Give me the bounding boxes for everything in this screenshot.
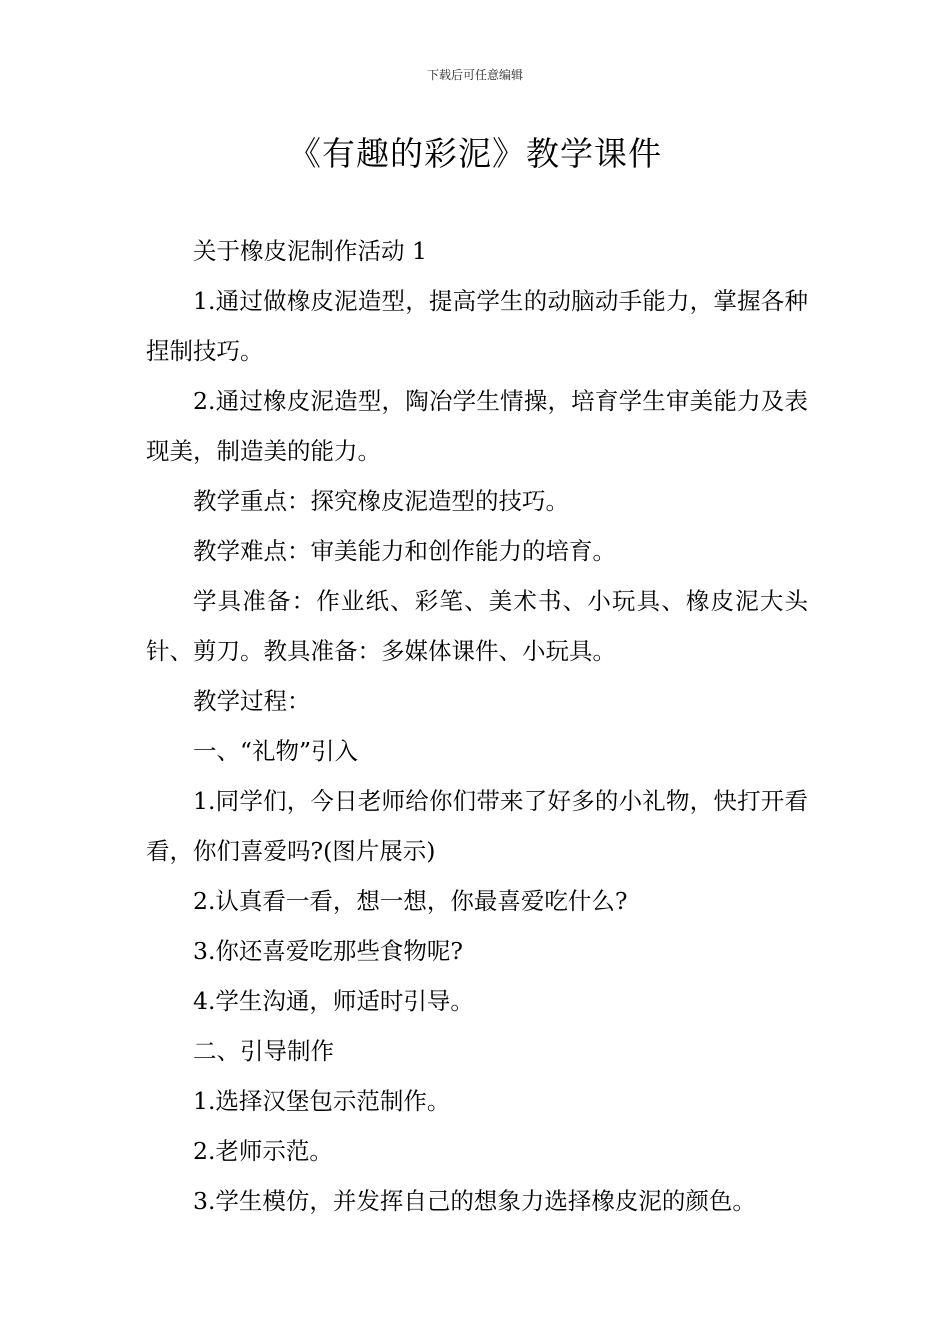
paragraph-difficulty: 教学难点：审美能力和创作能力的培育。	[193, 537, 616, 565]
list-item: 3.学生模仿，并发挥自己的想象力选择橡皮泥的颜色。	[193, 1187, 756, 1215]
list-item: 1.同学们，今日老师给你们带来了好多的小礼物，快打开看看，你们喜爱吗?(图片展示)	[146, 787, 808, 865]
paragraph-objective-1: 1.通过做橡皮泥造型，提高学生的动脑动手能力，掌握各种捏制技巧。	[146, 287, 808, 365]
paragraph-objective-2: 2.通过橡皮泥造型，陶冶学生情操，培育学生审美能力及表现美，制造美的能力。	[146, 387, 808, 465]
paragraph-key-point: 教学重点：探究橡皮泥造型的技巧。	[193, 487, 569, 515]
document-body	[146, 226, 808, 1226]
section-heading-2: 二、引导制作	[193, 1037, 334, 1065]
section-heading-1: 一、“礼物”引入	[193, 737, 359, 765]
page-header-note: 下载后可任意编辑	[426, 68, 523, 82]
document-title: 《有趣的彩泥》教学课件	[288, 134, 662, 173]
list-item: 4.学生沟通，师适时引导。	[193, 987, 474, 1015]
paragraph-process-heading: 教学过程：	[193, 687, 311, 715]
list-item: 3.你还喜爱吃那些食物呢?	[193, 937, 464, 965]
paragraph-preparation: 学具准备：作业纸、彩笔、美术书、小玩具、橡皮泥大头针、剪刀。教具准备：多媒体课件、小玩具。	[146, 587, 808, 665]
list-item: 2.老师示范。	[193, 1137, 333, 1165]
paragraph-intro: 关于橡皮泥制作活动 1	[193, 237, 427, 265]
list-item: 2.认真看一看，想一想，你最喜爱吃什么?	[193, 887, 628, 915]
list-item: 1.选择汉堡包示范制作。	[193, 1087, 451, 1115]
